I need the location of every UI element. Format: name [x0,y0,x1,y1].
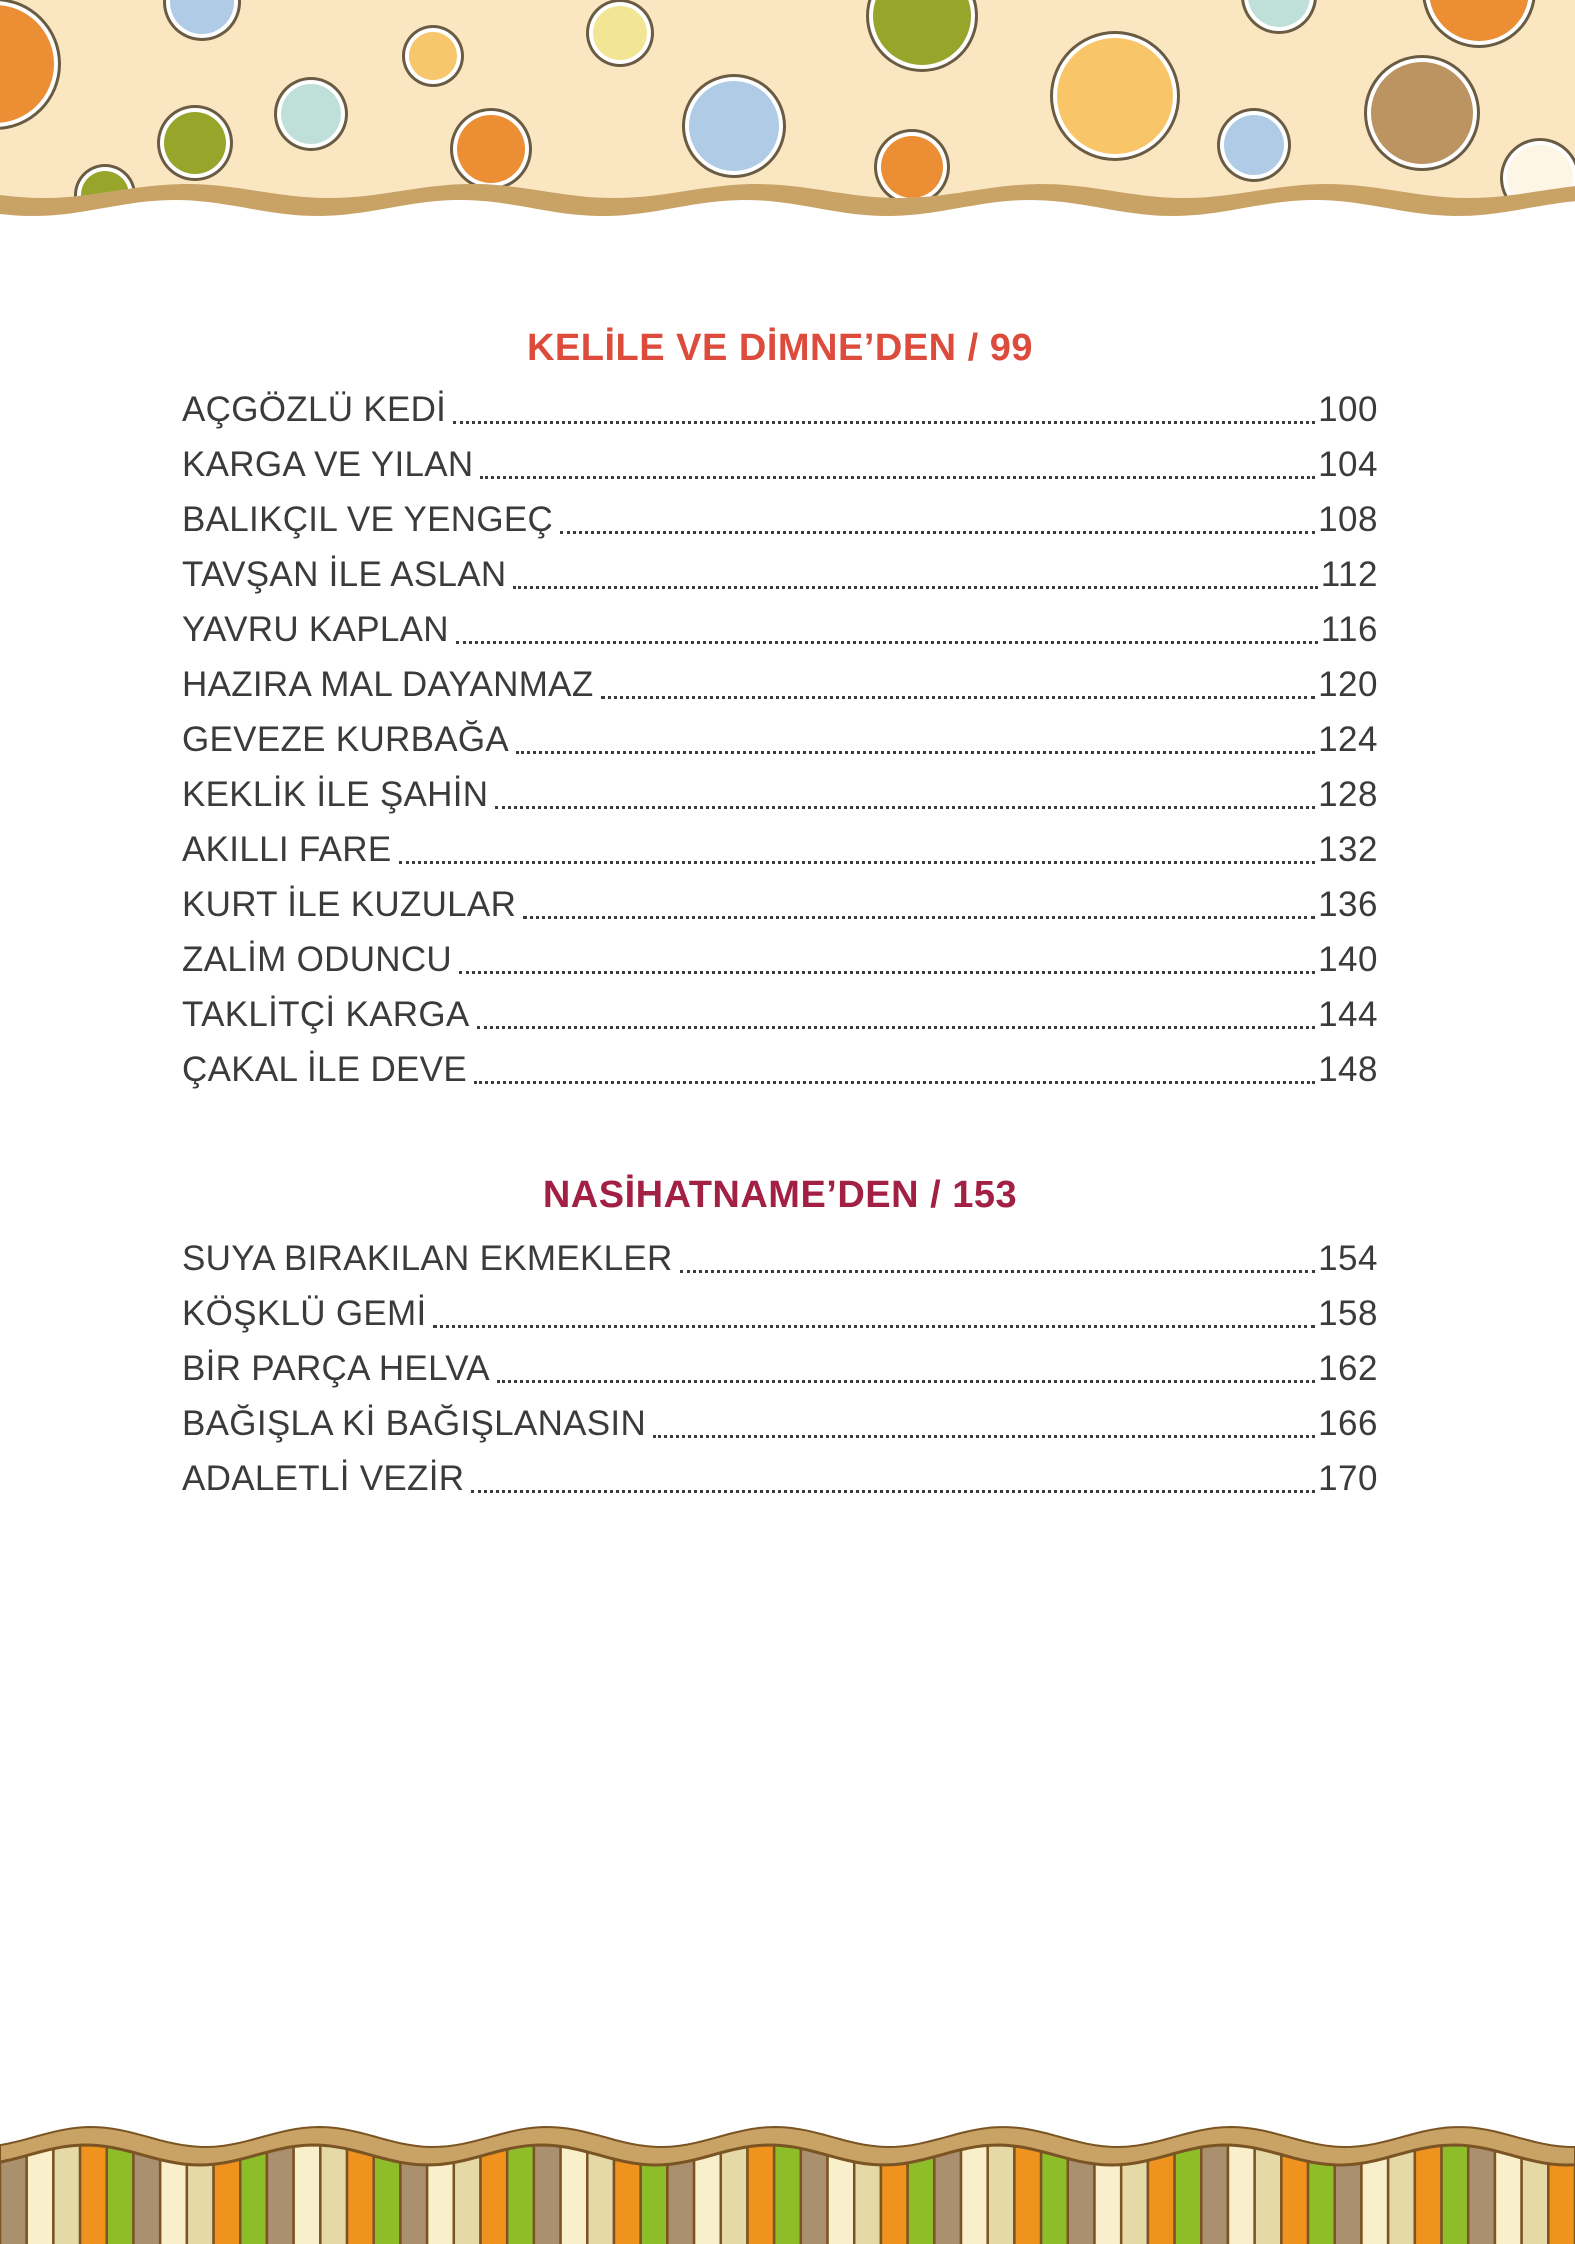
toc-entry-label: AÇGÖZLÜ KEDİ [182,390,447,429]
toc-entry [182,879,1378,934]
toc-entry-page-number: 140 [1318,940,1378,979]
footer-stripe [454,2119,481,2244]
toc-list-nasihatname [182,1233,1378,1508]
dot-leader [456,641,1318,644]
dot-leader [399,861,1316,864]
table-of-contents [182,0,1378,1508]
toc-list-kelile-ve-dimne [182,384,1378,1099]
dot-leader [653,1435,1315,1438]
footer-stripe [0,2119,27,2244]
toc-entry [182,439,1378,494]
toc-entry-page-number: 144 [1318,995,1378,1034]
toc-entry-label: YAVRU KAPLAN [182,610,449,649]
dot-leader [474,1081,1315,1084]
dot-leader [433,1325,1315,1328]
dot-leader [516,751,1315,754]
toc-entry-page-number: 148 [1318,1050,1378,1089]
footer-stripe [667,2119,694,2244]
footer-stripe [881,2119,908,2244]
toc-entry-label: ZALİM ODUNCU [182,940,452,979]
toc-entry-label: BİR PARÇA HELVA [182,1349,490,1388]
toc-entry [182,1343,1378,1398]
footer-stripe [1522,2119,1549,2244]
toc-entry [182,494,1378,549]
dot-leader [480,476,1315,479]
toc-entry [182,384,1378,439]
toc-entry-label: ÇAKAL İLE DEVE [182,1050,467,1089]
toc-entry-label: TAVŞAN İLE ASLAN [182,555,507,594]
footer-stripe [1121,2119,1148,2244]
polka-dot-tan [1371,62,1473,164]
toc-entry-label: AKILLI FARE [182,830,392,869]
toc-entry-page-number: 128 [1318,775,1378,814]
footer-stripe [214,2119,241,2244]
footer-stripe [160,2119,187,2244]
toc-entry-label: HAZIRA MAL DAYANMAZ [182,665,594,704]
footer-stripe [1068,2119,1095,2244]
dot-leader [523,916,1315,919]
footer-stripe [908,2119,935,2244]
section-title-nasihatname: NASİHATNAME’DEN / 153 [542,1174,1018,1216]
dot-leader [513,586,1317,589]
toc-entry-label: KÖŞKLÜ GEMİ [182,1294,427,1333]
toc-entry-page-number: 104 [1318,445,1378,484]
footer-stripe-decoration [0,2104,1575,2244]
dot-leader [680,1270,1316,1273]
toc-entry [182,989,1378,1044]
toc-entry-label: TAKLİTÇİ KARGA [182,995,470,1034]
footer-stripe [854,2119,881,2244]
footer-stripe [1361,2119,1388,2244]
toc-entry-page-number: 132 [1318,830,1378,869]
toc-entry [182,824,1378,879]
dot-leader [497,1380,1315,1383]
dot-leader [471,1490,1315,1493]
toc-entry [182,604,1378,659]
toc-entry [182,1288,1378,1343]
toc-entry-page-number: 162 [1318,1349,1378,1388]
toc-entry-page-number: 136 [1318,885,1378,924]
dot-leader [459,971,1315,974]
toc-entry-page-number: 170 [1318,1459,1378,1498]
toc-entry-label: BALIKÇIL VE YENGEÇ [182,500,554,539]
toc-entry [182,549,1378,604]
footer-stripe [187,2119,214,2244]
footer-stripe [614,2119,641,2244]
toc-entry-label: GEVEZE KURBAĞA [182,720,510,759]
toc-entry [182,1398,1378,1453]
section-title-kelile-ve-dimne: KELİLE VE DİMNE’DEN / 99 [526,327,1034,369]
dot-leader [477,1026,1316,1029]
toc-entry-label: KURT İLE KUZULAR [182,885,517,924]
toc-entry-page-number: 112 [1320,555,1378,594]
toc-entry [182,659,1378,714]
toc-entry-page-number: 100 [1318,390,1378,429]
toc-entry [182,769,1378,824]
footer-stripe [1335,2119,1362,2244]
toc-entry-label: ADALETLİ VEZİR [182,1459,465,1498]
dot-leader [560,531,1315,534]
toc-entry [182,1453,1378,1508]
footer-stripe [1548,2119,1575,2244]
toc-entry [182,1233,1378,1288]
toc-entry-page-number: 124 [1318,720,1378,759]
toc-entry [182,1044,1378,1099]
footer-stripe [400,2119,427,2244]
dot-leader [495,806,1315,809]
toc-entry [182,714,1378,769]
toc-entry-label: KEKLİK İLE ŞAHİN [182,775,489,814]
toc-entry-label: KARGA VE YILAN [182,445,474,484]
toc-entry-page-number: 116 [1320,610,1378,649]
footer-stripe [1308,2119,1335,2244]
footer-stripe [1094,2119,1121,2244]
toc-entry-page-number: 154 [1318,1239,1378,1278]
toc-entry-label: BAĞIŞLA Kİ BAĞIŞLANASIN [182,1404,647,1443]
toc-entry-page-number: 120 [1318,665,1378,704]
footer-stripe [641,2119,668,2244]
toc-entry-page-number: 108 [1318,500,1378,539]
toc-entry [182,934,1378,989]
dot-leader [601,696,1316,699]
toc-entry-label: SUYA BIRAKILAN EKMEKLER [182,1239,673,1278]
toc-entry-page-number: 158 [1318,1294,1378,1333]
dot-leader [453,421,1315,424]
footer-stripe [427,2119,454,2244]
toc-entry-page-number: 166 [1318,1404,1378,1443]
